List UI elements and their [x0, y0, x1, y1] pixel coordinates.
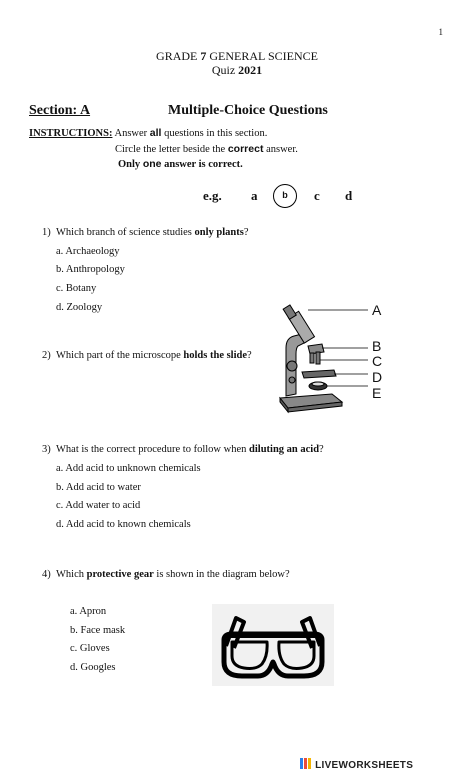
q1-option-d[interactable]: d. Zoology: [56, 302, 103, 313]
question-3: [42, 444, 324, 455]
question-2: [42, 350, 252, 361]
page-title: [0, 49, 474, 64]
question-text: What is the correct procedure to follow when: [56, 444, 250, 455]
footer-brand-text: LIVEWORKSHEETS: [315, 760, 414, 771]
q4-option-a[interactable]: a. Apron: [70, 606, 107, 617]
question-number: 3): [42, 444, 51, 455]
question-emphasis: only plants: [194, 227, 244, 238]
microscope-label-b: B: [372, 338, 382, 354]
goggles-icon: [212, 604, 334, 686]
question-emphasis: diluting an acid: [249, 444, 320, 455]
instructions-line-1: [29, 127, 267, 139]
q3-option-c[interactable]: c. Add water to acid: [56, 500, 141, 511]
question-text: Which part of the microscope: [56, 350, 184, 361]
microscope-label-d: D: [372, 369, 383, 385]
footer-brand[interactable]: [300, 758, 413, 771]
q4-option-b[interactable]: b. Face mask: [70, 625, 126, 636]
question-number: 1): [42, 227, 51, 238]
page-subtitle: [0, 63, 474, 78]
q4-option-d[interactable]: d. Googles: [70, 662, 116, 673]
q1-option-c[interactable]: c. Botany: [56, 283, 97, 294]
instr-emph-one: one: [142, 158, 162, 170]
question-text: ?: [247, 350, 252, 361]
instr-emph-correct: correct: [227, 143, 264, 155]
question-emphasis: protective gear: [86, 569, 154, 580]
goggles-image-frame: [212, 604, 334, 686]
liveworksheets-logo-icon: [300, 758, 312, 769]
instr-text: answer.: [263, 144, 298, 155]
example-label: e.g.: [203, 188, 222, 203]
question-1: [42, 227, 248, 238]
question-number: 2): [42, 350, 51, 361]
question-text: Which: [56, 569, 87, 580]
instr-text: Answer: [112, 128, 150, 139]
example-option-d: d: [345, 188, 353, 203]
question-text: is shown in the diagram below?: [153, 569, 290, 580]
instr-text: Only: [118, 159, 143, 170]
example-option-c: c: [314, 188, 320, 203]
example-circled-option-b: b: [273, 184, 297, 208]
instr-text: Circle the letter beside the: [115, 144, 228, 155]
subtitle-year: 2021: [238, 63, 263, 77]
page-number: 1: [438, 27, 443, 37]
instructions-line-3: [118, 158, 243, 170]
question-number: 4): [42, 569, 51, 580]
section-title: Multiple-Choice Questions: [168, 103, 328, 118]
microscope-label-a: A: [372, 302, 382, 318]
instr-text: questions in this section.: [161, 128, 268, 139]
instructions-label: INSTRUCTIONS:: [29, 128, 113, 139]
title-grade: 7: [200, 49, 207, 63]
q1-option-b[interactable]: b. Anthropology: [56, 264, 125, 275]
title-subject: GENERAL SCIENCE: [206, 49, 318, 63]
instructions-line-2: [115, 143, 298, 155]
q3-option-d[interactable]: d. Add acid to known chemicals: [56, 519, 191, 530]
section-label: Section: A: [29, 103, 91, 118]
q3-option-a[interactable]: a. Add acid to unknown chemicals: [56, 463, 201, 474]
question-text: ?: [243, 227, 249, 238]
question-emphasis: holds the slide: [183, 350, 248, 361]
instr-text: answer is correct.: [161, 159, 243, 170]
title-text: GRADE: [156, 49, 201, 63]
example-option-a: a: [251, 188, 258, 203]
microscope-label-c: C: [372, 353, 383, 369]
microscope-label-e: E: [372, 385, 382, 401]
q3-option-b[interactable]: b. Add acid to water: [56, 482, 141, 493]
question-4: [42, 569, 290, 580]
question-text: ?: [319, 444, 324, 455]
q4-option-c[interactable]: c. Gloves: [70, 643, 110, 654]
subtitle-text: Quiz: [211, 63, 239, 77]
question-text: Which branch of science studies: [56, 227, 195, 238]
q1-option-a[interactable]: a. Archaeology: [56, 246, 120, 257]
instr-emph-all: all: [149, 127, 162, 139]
